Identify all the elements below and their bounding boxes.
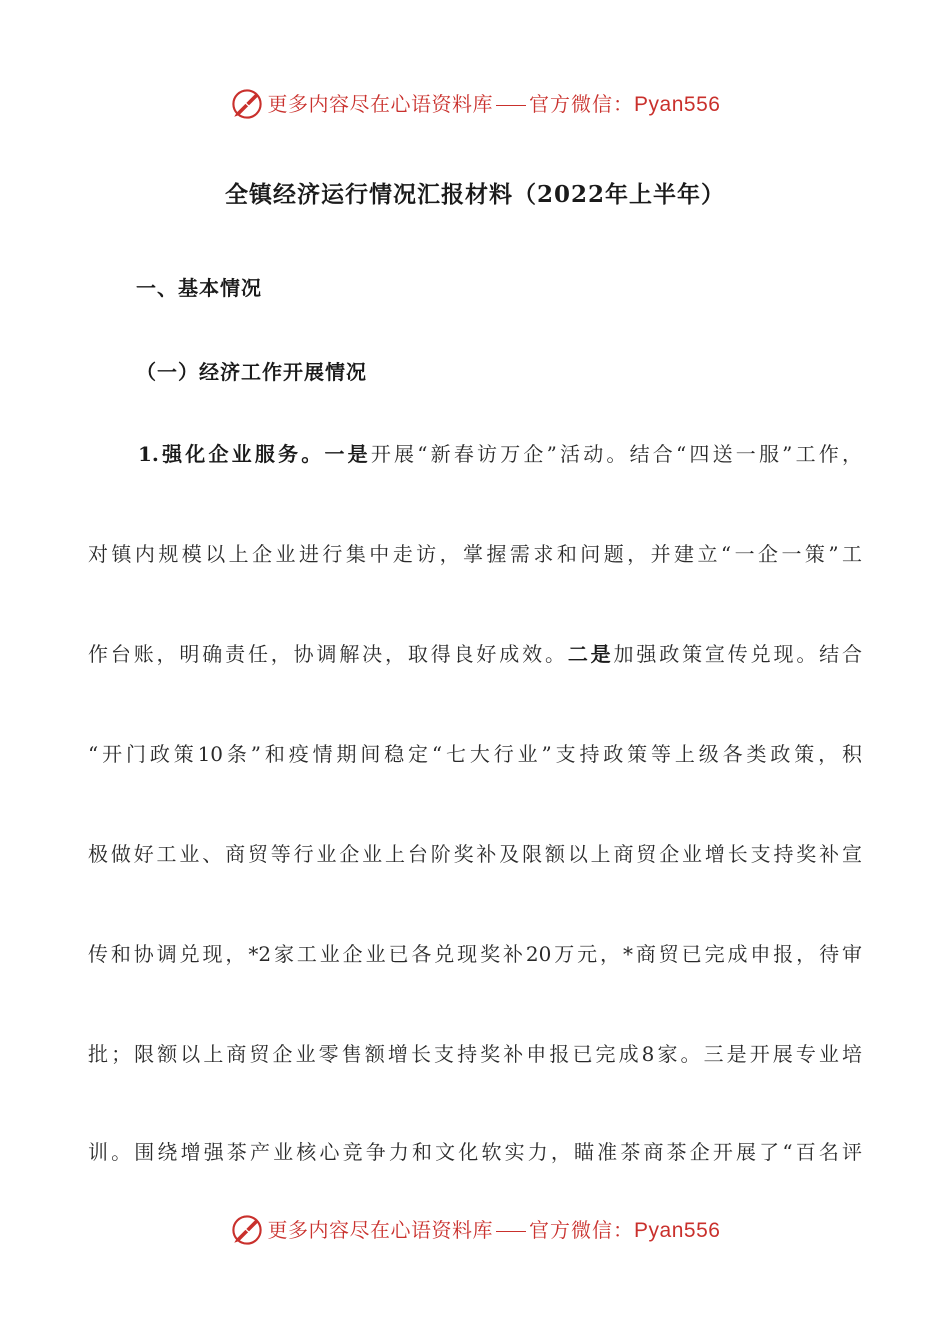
paragraph-line: 极做好工业、商贸等行业企业上台阶奖补及限额以上商贸企业增长支持奖补宣: [88, 842, 862, 866]
paragraph-line: [88, 638, 862, 667]
watermark-main-text: 更多内容尽在心语资料库: [267, 92, 494, 116]
watermark-footer: [0, 1208, 950, 1252]
watermark-dash: [496, 1231, 526, 1232]
watermark-wechat-label: 官方微信：: [529, 92, 635, 116]
paragraph-line: 批；限额以上商贸企业零售额增长支持奖补申报已完成8家。三是开展专业培: [88, 1042, 862, 1066]
watermark-dash: [496, 105, 526, 106]
paragraph-lead-bold: 1.强化企业服务。: [138, 442, 325, 466]
watermark-wechat-label: 官方微信：: [529, 1218, 635, 1242]
paragraph-text: 加强政策宣传兑现。结合: [613, 642, 863, 666]
watermark-wechat-id: Pyan556: [634, 92, 721, 116]
pen-logo-icon: [230, 1213, 264, 1247]
watermark-header: [0, 82, 950, 126]
watermark-wechat-id: Pyan556: [634, 1218, 721, 1242]
paragraph-line: 传和协调兑现，*2家工业企业已各兑现奖补20万元，*商贸已完成申报，待审: [88, 942, 862, 966]
paragraph-line: [138, 438, 862, 467]
document-title: 全镇经济运行情况汇报材料（2022年上半年）: [224, 181, 725, 208]
paragraph-text: 作台账，明确责任，协调解决，取得良好成效。: [88, 642, 568, 666]
pen-logo-icon: [230, 87, 264, 121]
subsection-heading: （一）经济工作开展情况: [136, 360, 367, 384]
paragraph-text: 开展“新春访万企”活动。结合“四送一服”工作，: [370, 442, 862, 466]
paragraph-keyword-bold: 二是: [567, 642, 614, 666]
paragraph-line: 对镇内规模以上企业进行集中走访，掌握需求和问题，并建立“一企一策”工: [88, 542, 862, 566]
watermark-main-text: 更多内容尽在心语资料库: [267, 1218, 494, 1242]
section-heading: 一、基本情况: [136, 276, 262, 300]
paragraph-line: “开门政策10条”和疫情期间稳定“七大行业”支持政策等上级各类政策，积: [88, 742, 862, 766]
paragraph-line: 训。围绕增强茶产业核心竞争力和文化软实力，瞄准茶商茶企开展了“百名评: [88, 1140, 862, 1164]
paragraph-keyword-bold: 一是: [324, 442, 371, 466]
